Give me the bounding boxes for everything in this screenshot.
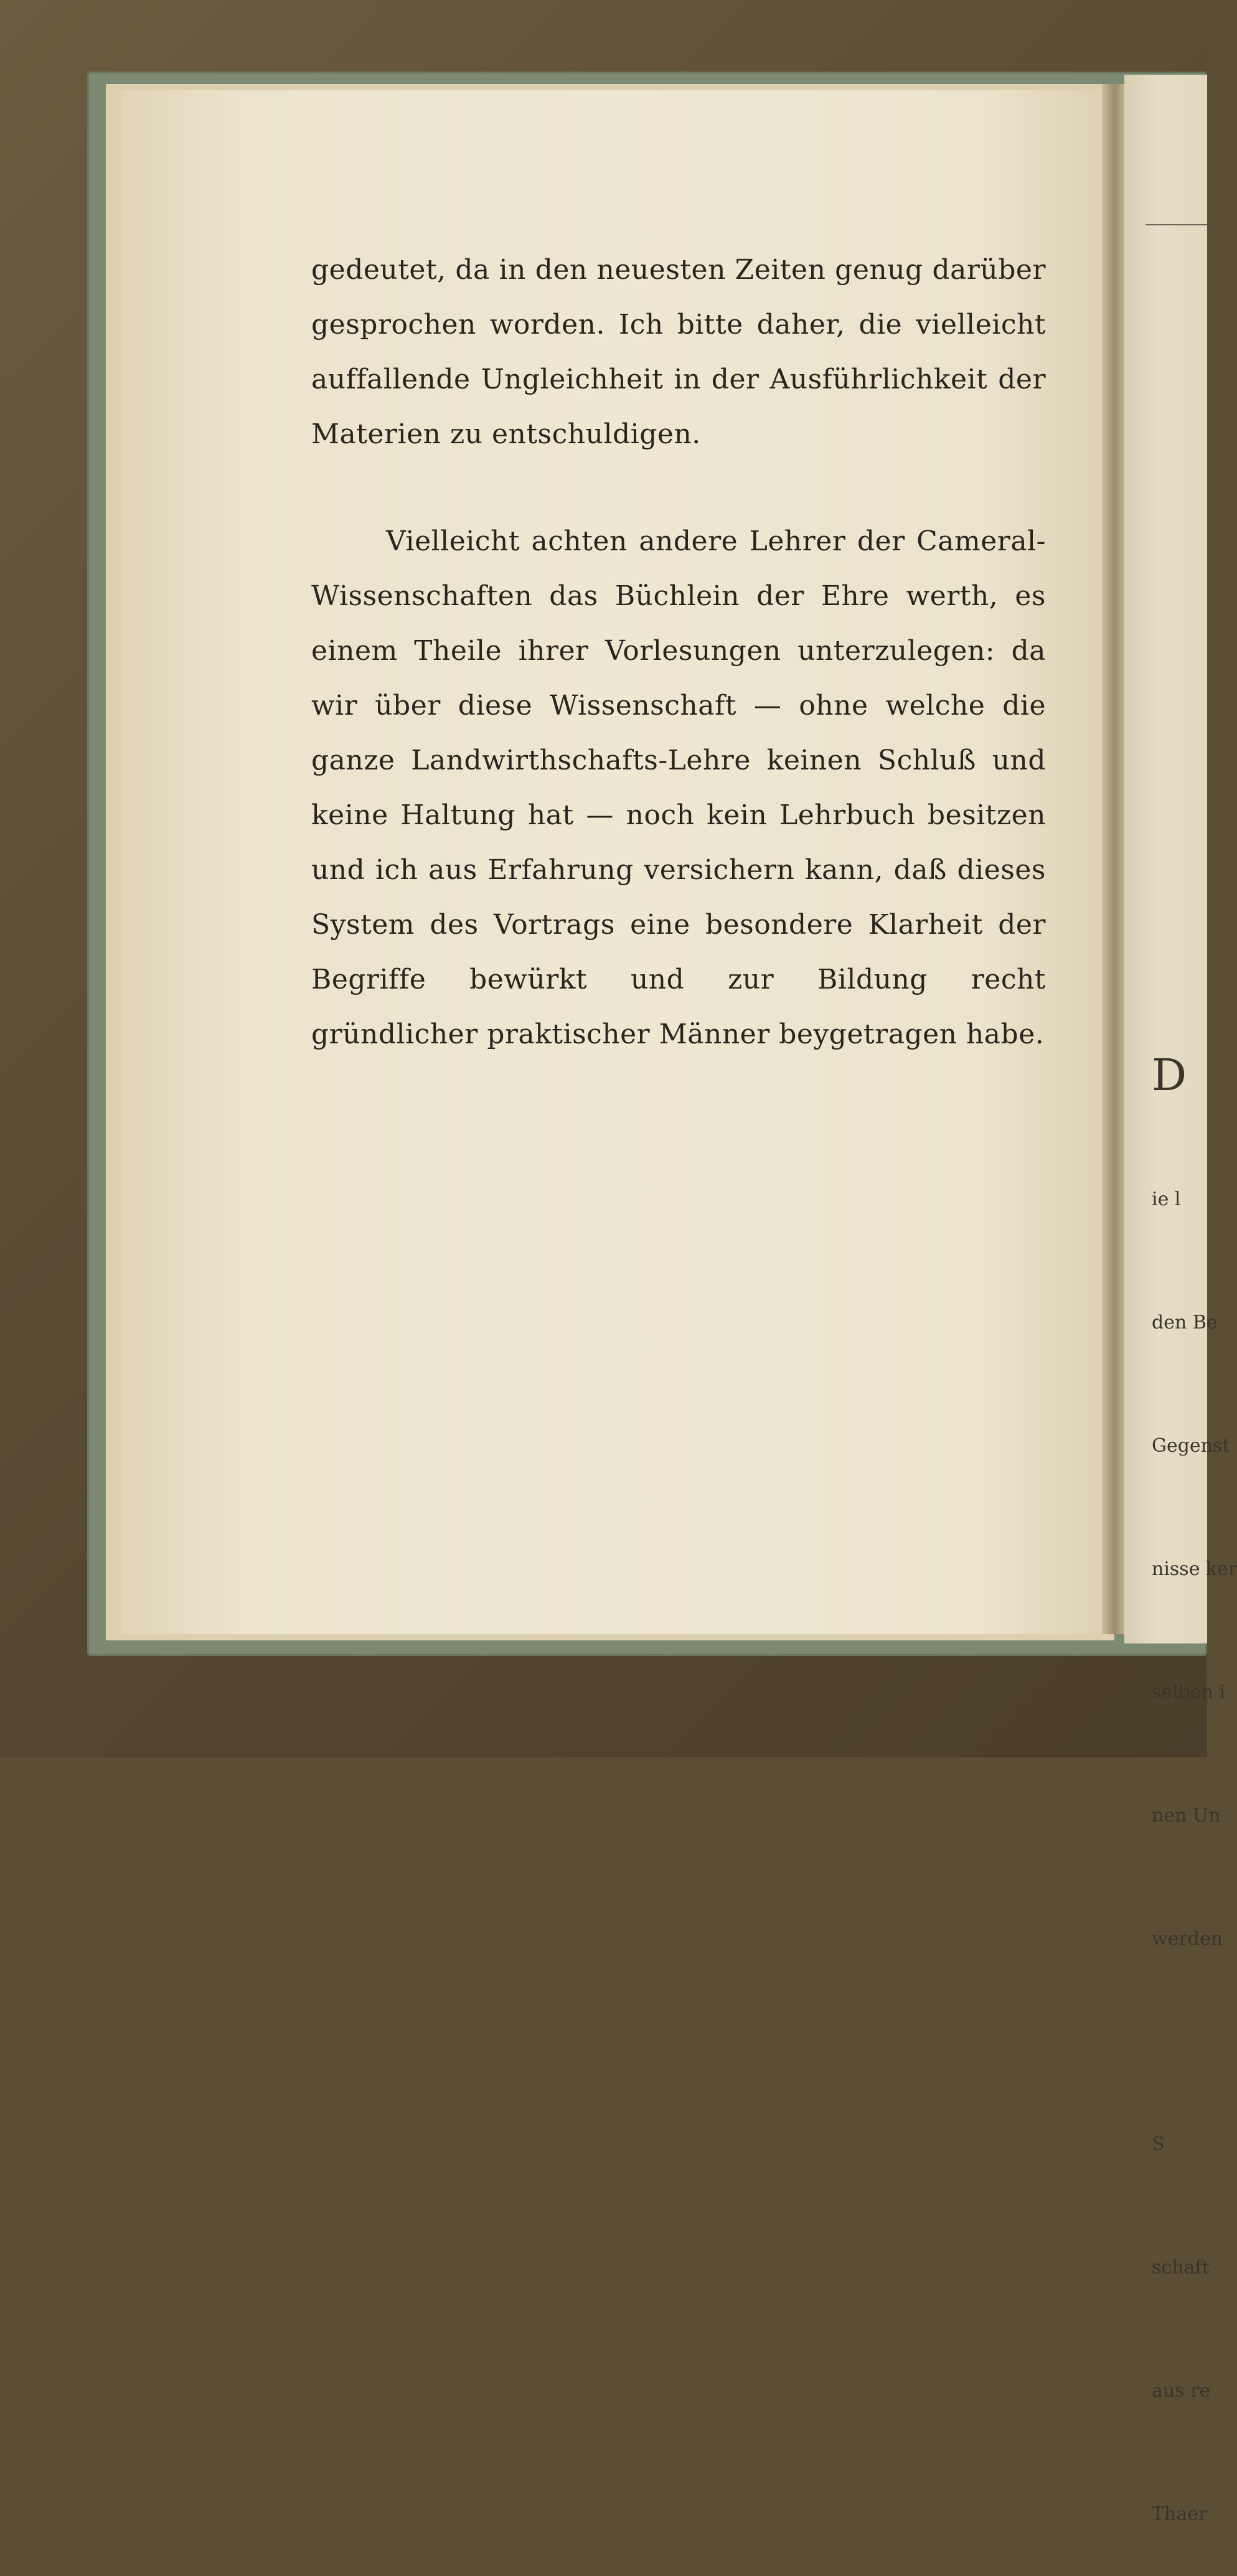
next-page-line: selben i	[1152, 1681, 1226, 1703]
next-page-line: werden	[1152, 1928, 1223, 1950]
next-page-line: S	[1152, 2133, 1165, 2155]
next-page-line: Thaer	[1152, 2503, 1208, 2525]
next-page-line: nen Un	[1152, 1805, 1221, 1826]
page-text	[311, 243, 1046, 1062]
next-page-line: ie l	[1152, 1188, 1181, 1210]
paragraph-1: gedeutet, da in den neuesten Zeiten genug darüber gesprochen worden. Ich bitte daher, die vielleicht auffallende Ungleichheit in der Ausführlichkeit der Materien zu entschuldigen.	[311, 254, 1046, 450]
next-page-line: den Be	[1152, 1312, 1218, 1333]
next-page-line: nisse ker	[1152, 1558, 1237, 1580]
next-page-text	[1152, 971, 1237, 2576]
next-page-rule	[1145, 224, 1207, 225]
next-page-line: Gegenst	[1152, 1435, 1230, 1457]
next-page-line: aus re	[1152, 2380, 1211, 2402]
next-page-initial: D	[1152, 1050, 1187, 1101]
next-page-line: schaft	[1152, 2257, 1210, 2278]
book-gutter	[1102, 84, 1127, 1634]
paragraph-2: Vielleicht achten andere Lehrer der Cameral-Wissenschaften das Büchlein der Ehre werth, es einem Theile ihrer Vorlesungen unterzulegen: da wir über diese Wissenschaft — ohne welche die ganze Landwirthschafts-Lehre keinen Schluß und keine Haltung hat — noch kein Lehrbuch besitzen und ich aus Erfahrung versichern kann, daß dieses System des Vortrags eine besondere Klarheit der Begriffe bewürkt und zur Bildung recht gründlicher praktischer Männer beygetragen habe.	[311, 525, 1046, 1050]
